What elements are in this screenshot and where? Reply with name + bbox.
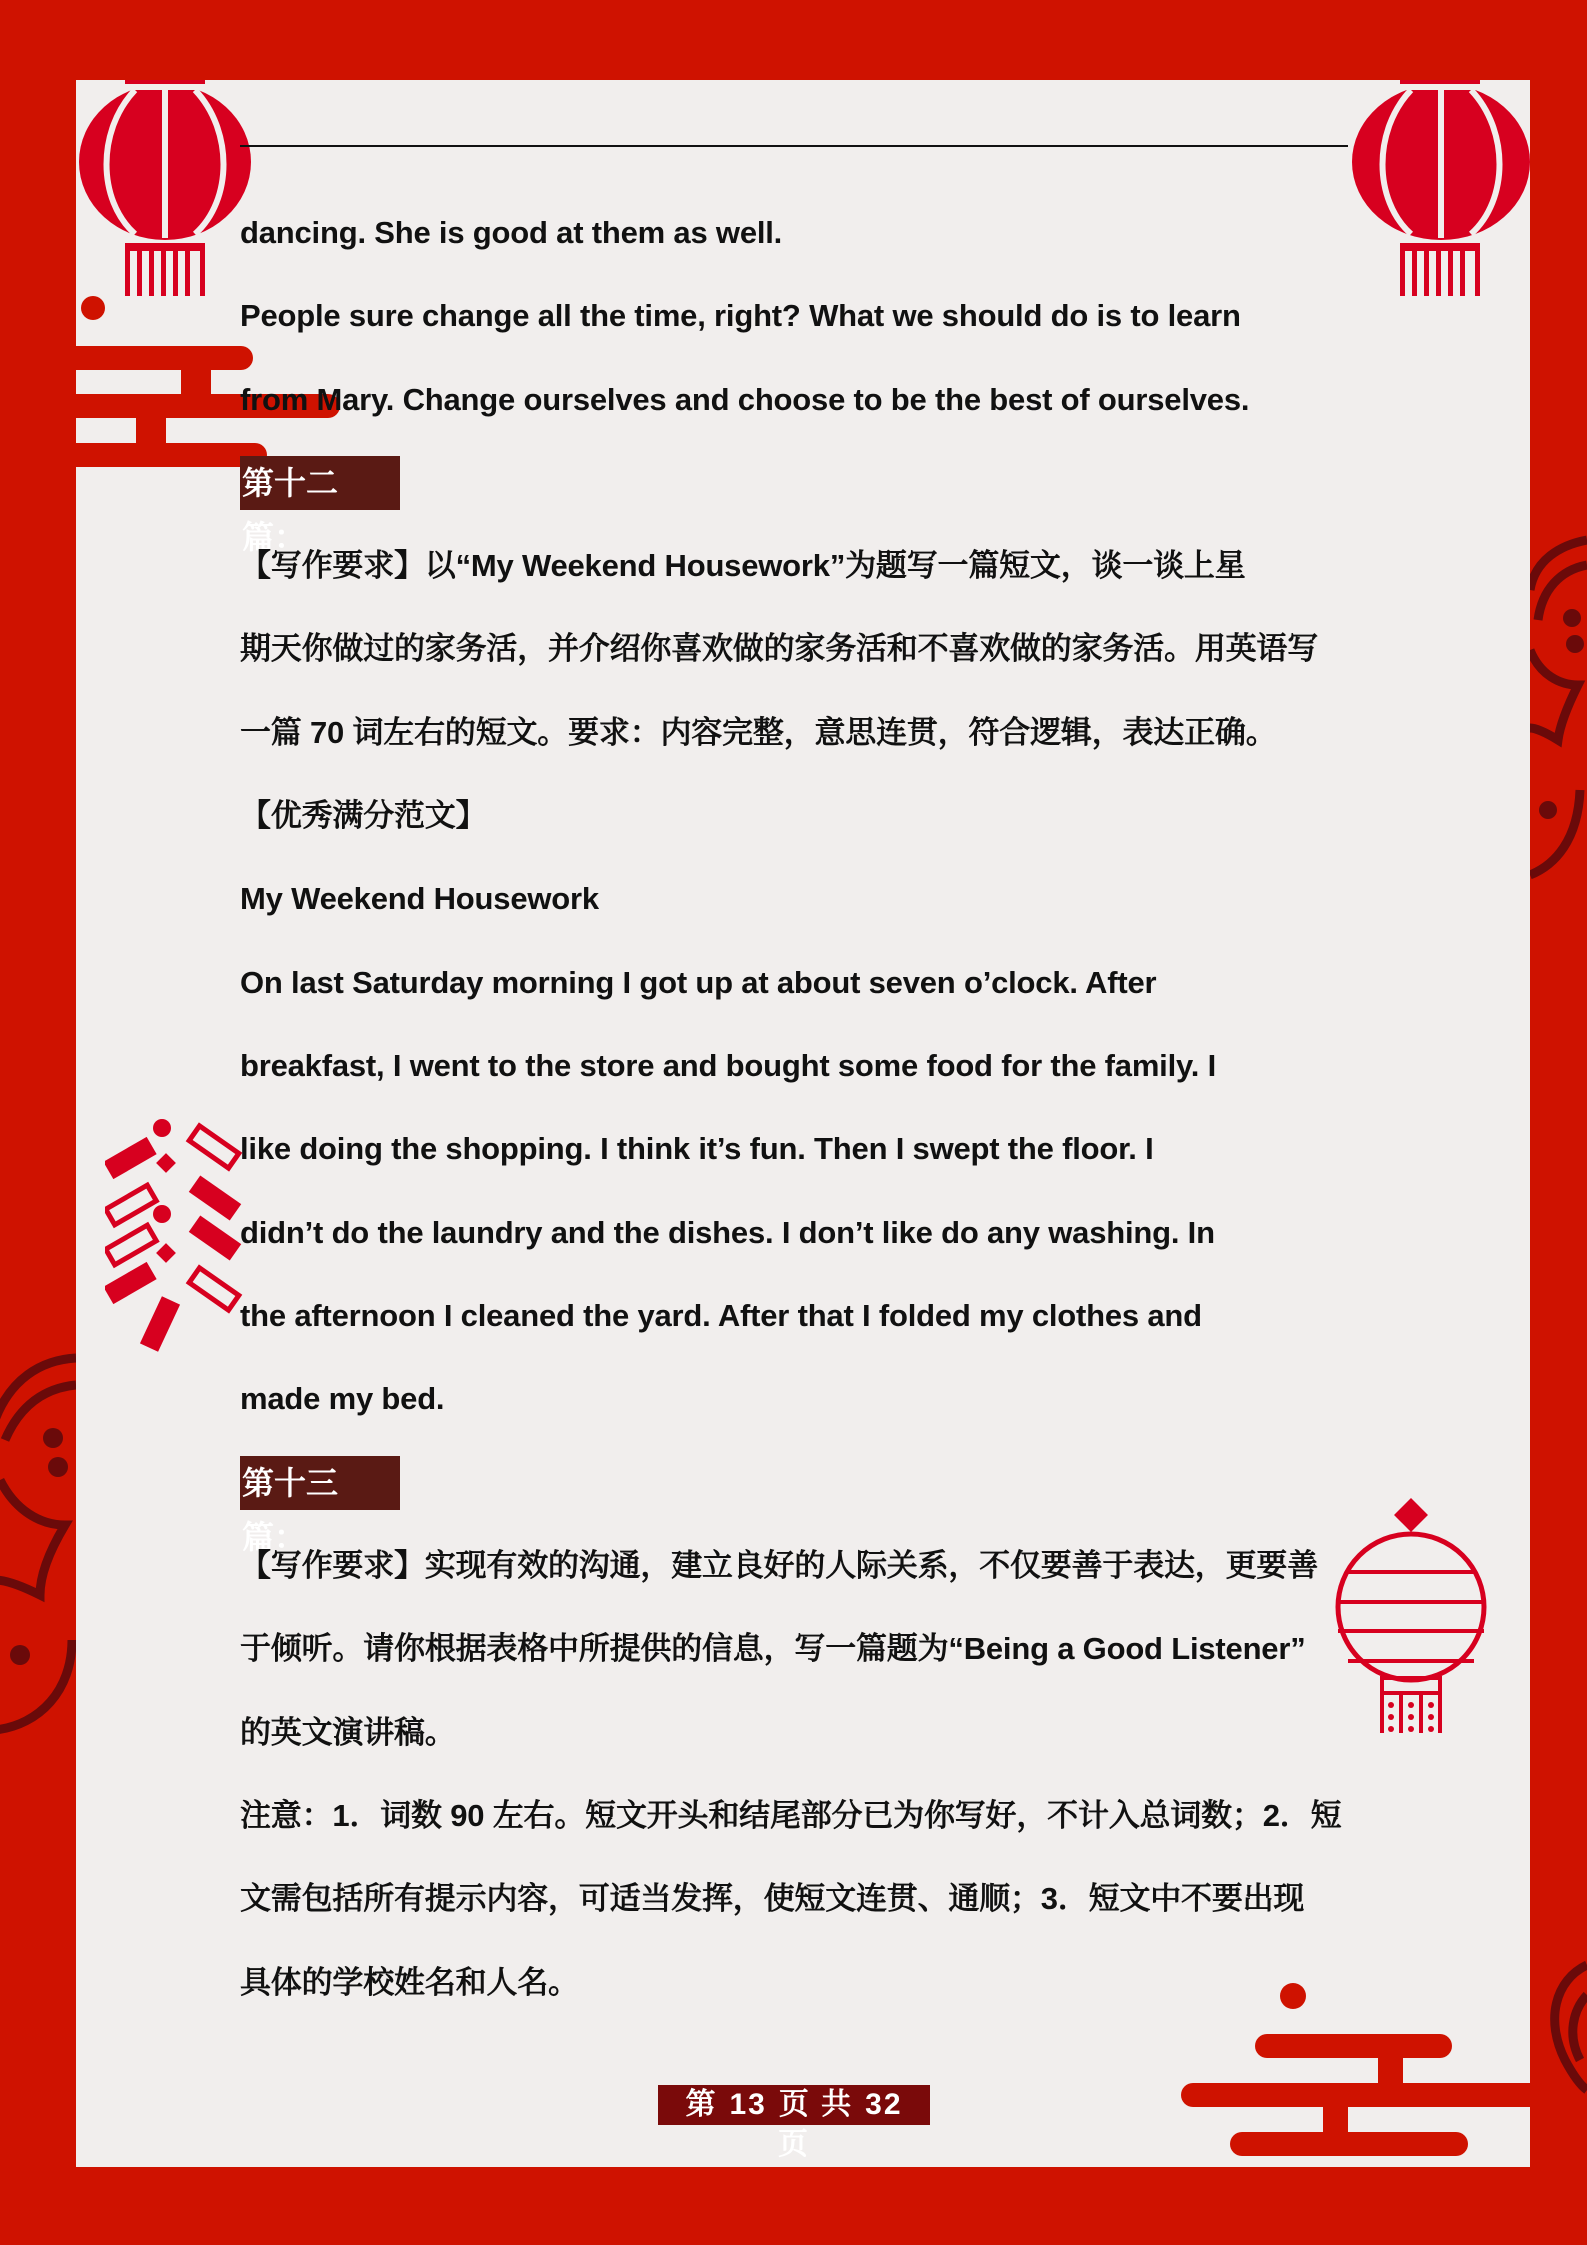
essay-title: My Weekend Housework bbox=[240, 881, 599, 916]
essay-line: the afternoon I cleaned the yard. After that I folded my clothes and bbox=[240, 1298, 1202, 1333]
bottom-right-cloud-ornament-icon bbox=[1180, 1980, 1530, 2167]
sample-label: 【优秀满分范文】 bbox=[240, 798, 487, 833]
firecracker-ornament-icon bbox=[105, 1118, 250, 1353]
note-line: 文需包括所有提示内容，可适当发挥，使短文连贯、通顺；3．短文中不要出现 bbox=[240, 1881, 1305, 1916]
prompt-line: 【写作要求】实现有效的沟通，建立良好的人际关系，不仅要善于表达，更要善 bbox=[240, 1548, 1318, 1583]
header-rule bbox=[240, 145, 1348, 147]
prompt-line: 的英文演讲稿。 bbox=[240, 1715, 456, 1750]
page-prefix: 第 bbox=[685, 2088, 718, 2121]
prompt-line: 一篇 70 词左右的短文。要求：内容完整，意思连贯，符合逻辑，表达正确。 bbox=[240, 715, 1277, 750]
prompt-line: 【写作要求】以“My Weekend Housework”为题写一篇短文，谈一谈上星 bbox=[240, 548, 1246, 583]
essay-line: didn’t do the laundry and the dishes. I don’t like do any washing. In bbox=[240, 1215, 1215, 1250]
page-suffix: 页 bbox=[778, 2128, 810, 2161]
right-border-swirl-icon bbox=[1530, 520, 1587, 900]
bottom-right-swirl-icon bbox=[1535, 1960, 1587, 2100]
section-13-heading: 第十三篇： bbox=[240, 1456, 400, 1510]
body-line: dancing. She is good at them as well. bbox=[240, 215, 783, 250]
page-number bbox=[658, 2085, 930, 2161]
top-left-lantern-icon bbox=[77, 80, 253, 298]
note-line: 具体的学校姓名和人名。 bbox=[240, 1965, 579, 2000]
section-12-heading: 第十二篇： bbox=[240, 456, 400, 510]
right-outline-lantern-icon bbox=[1334, 1495, 1488, 1740]
essay-line: breakfast, I went to the store and bought some food for the family. I bbox=[240, 1048, 1216, 1083]
current-page: 13 bbox=[729, 2088, 767, 2121]
essay-line: made my bed. bbox=[240, 1381, 445, 1416]
prompt-line: 期天你做过的家务活，并介绍你喜欢做的家务活和不喜欢做的家务活。用英语写 bbox=[240, 631, 1318, 666]
essay-line: On last Saturday morning I got up at about seven o’clock. After bbox=[240, 965, 1157, 1000]
page-mid: 页 共 bbox=[778, 2088, 854, 2121]
body-line: People sure change all the time, right? What we should do is to learn bbox=[240, 298, 1241, 333]
note-line: 注意：1．词数 90 左右。短文开头和结尾部分已为你写好，不计入总词数；2．短 bbox=[240, 1798, 1342, 1833]
body-line: from Mary. Change ourselves and choose to be the best of ourselves. bbox=[240, 382, 1250, 417]
prompt-line: 于倾听。请你根据表格中所提供的信息，写一篇题为“Being a Good Listener” bbox=[240, 1631, 1306, 1666]
essay-line: like doing the shopping. I think it’s fun. Then I swept the floor. I bbox=[240, 1131, 1154, 1166]
top-right-lantern-icon bbox=[1352, 80, 1530, 298]
total-pages: 32 bbox=[865, 2088, 903, 2121]
left-border-swirl-icon bbox=[0, 1330, 76, 1780]
